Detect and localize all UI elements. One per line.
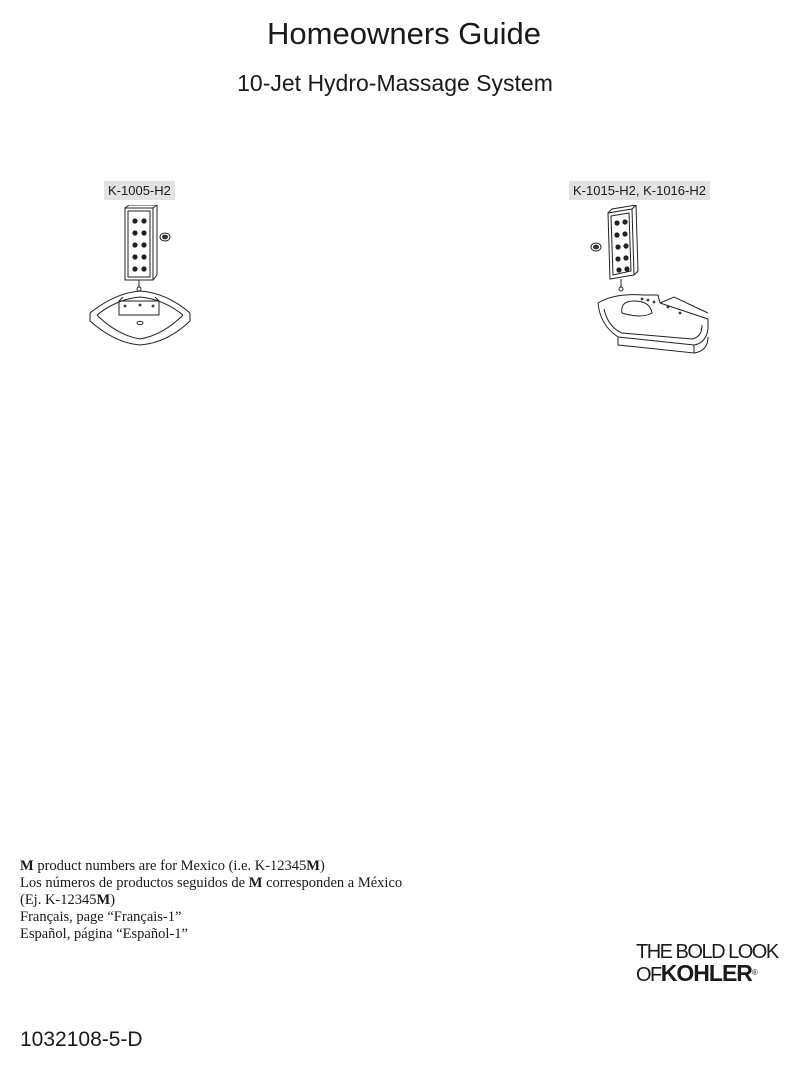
logo-of: OF [636,964,661,986]
logo-registered-mark: ® [751,968,757,977]
note-mexico-es: Los números de productos seguidos de M corresponden a México [20,875,403,891]
corner-bath-illustration [85,205,200,350]
note-mexico-es-example: (Ej. K-12345M) [20,892,116,908]
logo-brand: KOHLER [660,960,752,986]
figure-label-k1005: K-1005-H2 [104,181,175,200]
kohler-logo [636,942,786,986]
figure-label-k1015-k1016: K-1015-H2, K-1016-H2 [569,181,710,200]
page-title: Homeowners Guide [267,16,541,51]
control-knob [591,243,601,251]
rectangular-bath-illustration [584,205,714,355]
product-notes [20,858,402,943]
page-subtitle: 10-Jet Hydro-Massage System [237,70,553,96]
jets [614,219,629,272]
logo-tagline: THE BOLD LOOK [636,941,778,963]
document-number: 1032108-5-D [20,1028,143,1051]
jets [132,218,146,271]
control-knob [160,233,170,241]
note-french-page: Français, page “Français-1” [20,909,182,925]
note-spanish-page: Español, página “Español-1” [20,926,188,942]
note-mexico-en: M product numbers are for Mexico (i.e. K-12345M) [20,858,325,874]
